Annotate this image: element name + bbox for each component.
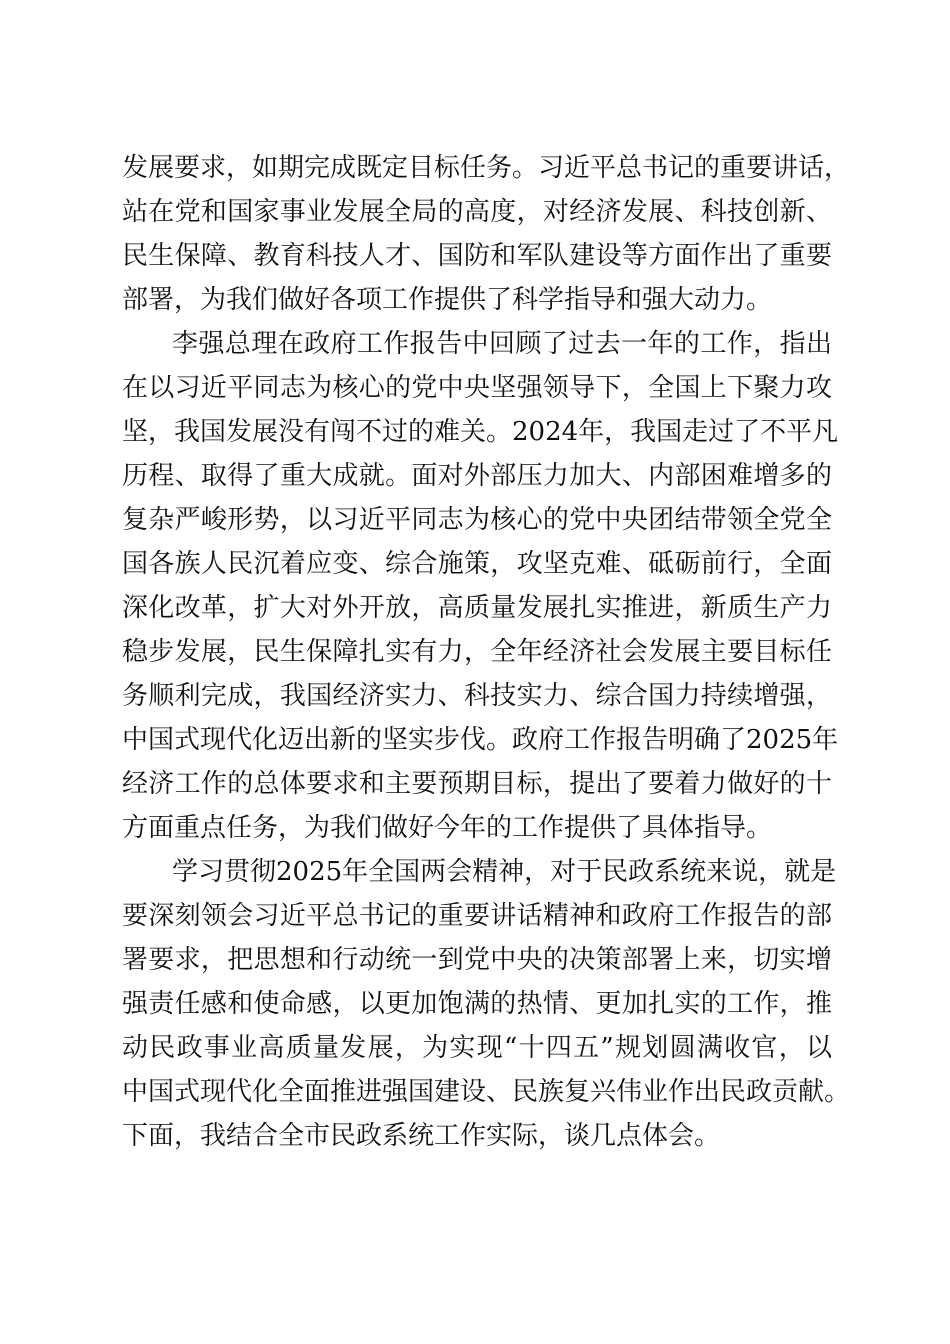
paragraph-3-line-2: 要深刻领会习近平总书记的重要讲话精神和政府工作报告的部 (122, 901, 832, 931)
paragraph-3-line-3: 署要求，把思想和行动统一到党中央的决策部署上来，切实增 (122, 945, 832, 975)
paragraph-2-line-11: 经济工作的总体要求和主要预期目标，提出了要着力做好的十 (122, 769, 832, 799)
paragraph-2-line-9: 务顺利完成，我国经济实力、科技实力、综合国力持续增强， (122, 681, 832, 711)
paragraph-1-line-2: 站在党和国家事业发展全局的高度，对经济发展、科技创新、 (122, 197, 832, 227)
paragraph-2-line-12: 方面重点任务，为我们做好今年的工作提供了具体指导。 (122, 813, 773, 843)
paragraph-2-line-3: 坚，我国发展没有闯不过的难关。2024年，我国走过了不平凡 (122, 417, 839, 447)
paragraph-2-line-6: 国各族人民沉着应变、综合施策，攻坚克难、砥砺前行，全面 (122, 549, 832, 579)
paragraph-3-line-1: 学习贯彻2025年全国两会精神，对于民政系统来说，就是 (172, 857, 837, 887)
paragraph-2-line-2: 在以习近平同志为核心的党中央坚强领导下，全国上下聚力攻 (122, 373, 832, 403)
paragraph-2-line-5: 复杂严峻形势，以习近平同志为核心的党中央团结带领全党全 (122, 505, 832, 535)
paragraph-3-line-7: 下面，我结合全市民政系统工作实际，谈几点体会。 (122, 1121, 721, 1151)
paragraph-2-line-4: 历程、取得了重大成就。面对外部压力加大、内部困难增多的 (122, 461, 832, 491)
paragraph-3-line-6: 中国式现代化全面推进强国建设、民族复兴伟业作出民政贡献。 (122, 1077, 851, 1107)
paragraph-2-line-1: 李强总理在政府工作报告中回顾了过去一年的工作，指出 (172, 329, 832, 359)
paragraph-1-line-1: 发展要求，如期完成既定目标任务。习近平总书记的重要讲话， (122, 153, 851, 183)
paragraph-2-line-8: 稳步发展，民生保障扎实有力，全年经济社会发展主要目标任 (122, 637, 832, 667)
paragraph-1-line-3: 民生保障、教育科技人才、国防和军队建设等方面作出了重要 (122, 241, 832, 271)
paragraph-3-line-5: 动民政事业高质量发展，为实现“十四五”规划圆满收官，以 (122, 1033, 832, 1063)
paragraph-3-line-4: 强责任感和使命感，以更加饱满的热情、更加扎实的工作，推 (122, 989, 832, 1019)
paragraph-1-line-4: 部署，为我们做好各项工作提供了科学指导和强大动力。 (122, 285, 773, 315)
paragraph-2-line-7: 深化改革，扩大对外开放，高质量发展扎实推进，新质生产力 (122, 593, 832, 623)
paragraph-2-line-10: 中国式现代化迈出新的坚实步伐。政府工作报告明确了2025年 (122, 725, 839, 755)
